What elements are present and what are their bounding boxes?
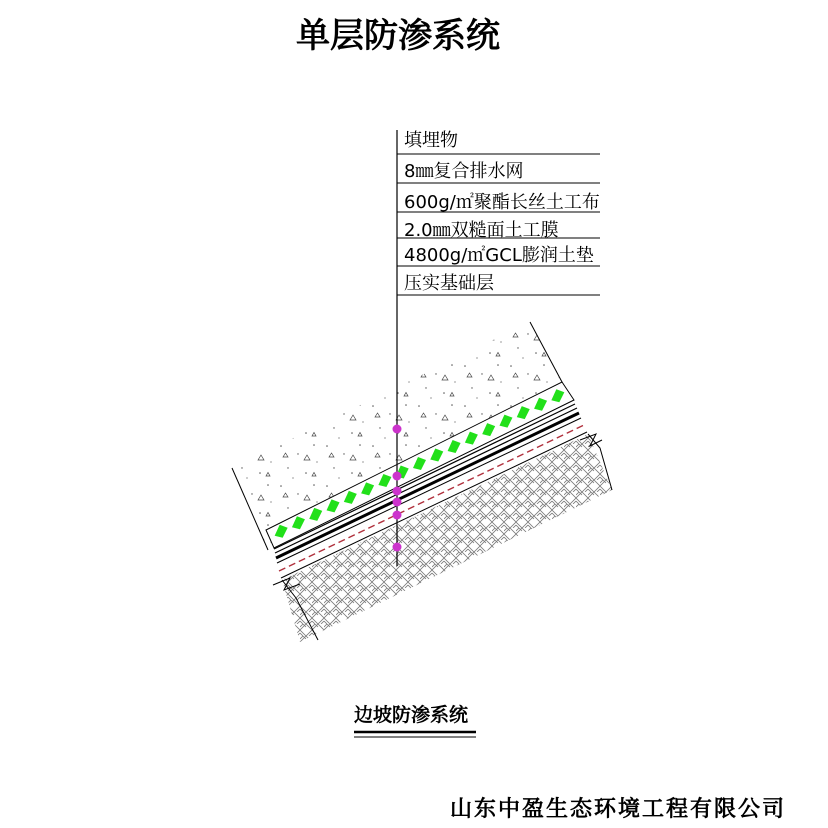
layer-label-geotextile: 600g/㎡聚酯长丝土工布 [404, 192, 600, 213]
leader-marker-geomembrane [393, 498, 402, 507]
layer-label-geomembrane: 2.0㎜双糙面土工膜 [404, 220, 559, 241]
leader-marker-fill [393, 425, 402, 434]
layer-label-gcl: 4800g/㎡GCL膨润土垫 [404, 245, 594, 266]
layer-label-drainage-net: 8㎜复合排水网 [404, 161, 524, 182]
leader-marker-geotextile [393, 487, 402, 496]
leader-marker-subgrade [393, 543, 402, 552]
page-title: 单层防渗系统 [296, 16, 500, 56]
diagram-caption: 边坡防渗系统 [354, 704, 469, 726]
layer-label-subgrade: 压实基础层 [404, 273, 494, 294]
leader-marker-drainage-net [393, 472, 402, 481]
leader-marker-gcl [393, 511, 402, 520]
layer-label-fill: 填埋物 [404, 130, 458, 151]
company-name: 山东中盈生态环境工程有限公司 [450, 797, 787, 822]
